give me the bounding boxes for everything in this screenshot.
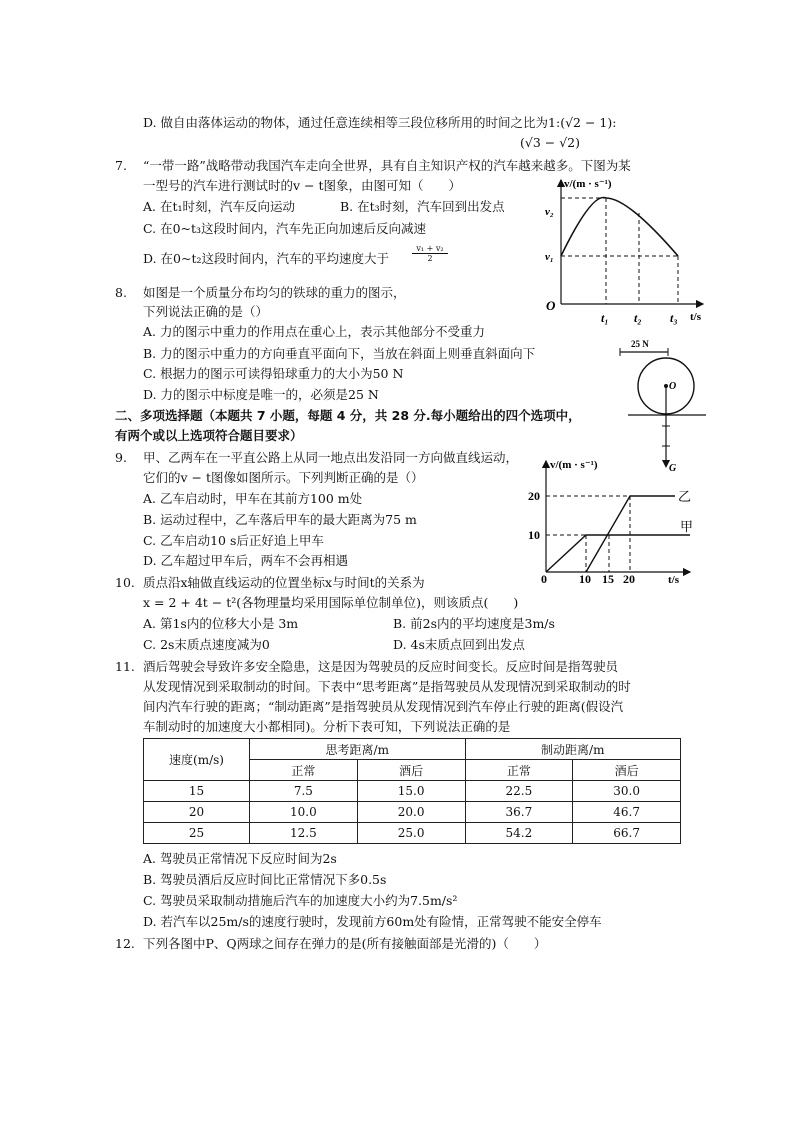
q11-stem-line3: 间内汽车行驶的距离；“制动距离”是指驾驶员从发现情况到汽车停止行驶的距离(假设汽 <box>143 699 624 714</box>
q7-fraction-denominator: 2 <box>427 254 433 263</box>
q11-option-b: B. 驾驶员酒后反应时间比正常情况下多0.5s <box>143 872 387 887</box>
table-cell: 54.2 <box>465 823 573 844</box>
q7-fraction <box>412 244 448 263</box>
q11-option-c: C. 驾驶员采取制动措施后汽车的加速度大小约为7.5m/s² <box>143 893 458 908</box>
table-row <box>144 802 681 823</box>
q11-stem-line2: 从发现情况到采取制动的时间。下表中“思考距离”是指驾驶员从发现情况到采取制动的时 <box>143 679 631 694</box>
q7-fraction-numerator: v₁ + v₂ <box>412 244 448 254</box>
table-cell: 36.7 <box>465 802 573 823</box>
table-cell: 66.7 <box>573 823 681 844</box>
table-cell: 22.5 <box>465 781 573 802</box>
q10-stem-line1: 质点沿x轴做直线运动的位置坐标x与时间t的关系为 <box>143 575 425 590</box>
q7-vt-graph <box>528 172 708 327</box>
q8-option-c: C. 根据力的图示可读得铅球重力的大小为50 N <box>143 366 404 381</box>
q8-stem-line2: 下列说法正确的是（） <box>143 304 269 319</box>
q9-yi-label: 乙 <box>678 489 692 504</box>
q9-option-d: D. 乙车超过甲车后，两车不会再相遇 <box>143 553 349 568</box>
q10-option-c: C. 2s末质点速度减为0 <box>143 637 270 652</box>
q11-subheader-brake-drunk: 酒后 <box>573 760 681 781</box>
q7-v2-label: v₂ <box>545 206 554 218</box>
table-cell: 15 <box>144 781 250 802</box>
q8-scale-label: 25 N <box>631 339 649 349</box>
table-cell: 25.0 <box>357 823 465 844</box>
q7-stem-line2: 一型号的汽车进行测试时的v − t图象，由图可知（ ） <box>143 178 462 193</box>
q9-x10-label: 10 <box>579 572 591 586</box>
table-cell: 25 <box>144 823 250 844</box>
q11-data-table <box>143 738 681 844</box>
q9-x15-label: 15 <box>602 572 614 586</box>
table-row <box>144 781 681 802</box>
q11-number: 11. <box>115 659 135 674</box>
q11-header-speed: 速度(m/s) <box>144 739 250 781</box>
table-cell: 30.0 <box>573 781 681 802</box>
table-cell: 20.0 <box>357 802 465 823</box>
section2-title-line2: 有两个或以上选项符合题目要求） <box>115 428 303 443</box>
q8-center-label: O <box>669 381 677 392</box>
q12-number: 12. <box>115 936 135 951</box>
q7-option-c: C. 在0~t₃这段时间内，汽车先正向加速后反向减速 <box>143 221 427 236</box>
q7-v1-label: v₁ <box>545 251 554 263</box>
q9-stem-line2: 它们的v − t图像如图所示。下列判断正确的是（） <box>143 470 424 485</box>
q6-option-d-line1: D. 做自由落体运动的物体，通过任意连续相等三段位移所用的时间之比为1:(√2 − 1): <box>143 115 617 130</box>
q7-origin: O <box>546 298 556 313</box>
q11-stem-line1: 酒后驾驶会导致许多安全隐患，这是因为驾驶员的反应时间变长。反应时间是指驾驶员 <box>143 659 619 674</box>
q8-stem-line1: 如图是一个质量分布均匀的铁球的重力的图示， <box>143 285 406 300</box>
q9-option-a: A. 乙车启动时，甲车在其前方100 m处 <box>143 491 363 506</box>
q9-x20-label: 20 <box>623 572 635 586</box>
q12-stem-line1: 下列各图中P、Q两球之间存在弹力的是(所有接触面部是光滑的)（ ） <box>143 936 547 951</box>
table-cell: 20 <box>144 802 250 823</box>
q9-option-b: B. 运动过程中，乙车落后甲车的最大距离为75 m <box>143 512 417 527</box>
table-cell: 12.5 <box>250 823 358 844</box>
q11-subheader-think-normal: 正常 <box>250 760 358 781</box>
q7-option-a: A. 在t₁时刻，汽车反向运动 <box>143 199 296 214</box>
q10-number: 10. <box>115 575 135 590</box>
q10-stem-line2: x = 2 + 4t − t²(各物理量均采用国际单位制单位)，则该质点( ) <box>143 595 519 610</box>
q11-subheader-think-drunk: 酒后 <box>357 760 465 781</box>
q11-header-think: 思考距离/m <box>250 739 466 760</box>
q9-line-jia <box>546 535 690 572</box>
q7-option-b: B. 在t₃时刻，汽车回到出发点 <box>340 199 505 214</box>
q8-option-d: D. 力的图示中标度是唯一的，必须是25 N <box>143 387 379 402</box>
q9-vt-graph <box>520 455 705 590</box>
q9-stem-line1: 甲、乙两车在一平直公路上从同一地点出发沿同一方向做直线运动， <box>143 450 519 465</box>
table-cell: 15.0 <box>357 781 465 802</box>
q9-y10-label: 10 <box>528 528 540 542</box>
q9-y20-label: 20 <box>528 489 540 503</box>
q11-header-brake: 制动距离/m <box>465 739 681 760</box>
q9-x0-label: 0 <box>541 572 547 586</box>
q10-option-b: B. 前2s内的平均速度是3m/s <box>393 616 555 631</box>
q9-ylabel: v/(m · s⁻¹) <box>550 459 598 471</box>
q7-option-d: D. 在0~t₂这段时间内，汽车的平均速度大于 <box>143 251 389 266</box>
q10-option-d: D. 4s末质点回到出发点 <box>393 637 525 652</box>
q7-t3-label: t₃ <box>670 311 678 325</box>
q9-option-c: C. 乙车启动10 s后正好追上甲车 <box>143 533 324 548</box>
q11-subheader-brake-normal: 正常 <box>465 760 573 781</box>
q8-option-a: A. 力的图示中重力的作用点在重心上，表示其他部分不受重力 <box>143 324 485 339</box>
q7-xlabel: t/s <box>690 311 701 323</box>
q7-t2-label: t₂ <box>634 311 642 325</box>
q9-number: 9. <box>115 450 127 465</box>
table-cell: 7.5 <box>250 781 358 802</box>
q9-jia-label: 甲 <box>680 519 694 534</box>
q10-option-a: A. 第1s内的位移大小是 3m <box>143 616 299 631</box>
q11-option-a: A. 驾驶员正常情况下反应时间为2s <box>143 851 337 866</box>
q8-number: 8. <box>115 285 127 300</box>
q8-gravity-label: G <box>669 463 677 474</box>
table-cell: 10.0 <box>250 802 358 823</box>
section2-title-line1: 二、多项选择题（本题共 7 小题，每题 4 分，共 28 分.每小题给出的四个选项中， <box>115 408 581 423</box>
q7-t1-label: t₁ <box>601 311 609 325</box>
q7-ylabel: v/(m · s⁻¹) <box>564 178 612 190</box>
q7-number: 7. <box>115 158 127 173</box>
q11-option-d: D. 若汽车以25m/s的速度行驶时，发现前方60m处有险情，正常驾驶不能安全停车 <box>143 914 602 929</box>
q11-stem-line4: 车制动时的加速度大小都相同)。分析下表可知，下列说法正确的是 <box>143 719 511 734</box>
q6-option-d-line2: (√3 − √2) <box>520 135 581 150</box>
q7-curve <box>561 197 678 256</box>
table-row <box>144 823 681 844</box>
q9-xlabel: t/s <box>668 574 679 586</box>
q8-option-b: B. 力的图示中重力的方向垂直平面向下，当放在斜面上则垂直斜面向下 <box>143 346 536 361</box>
q7-stem-line1: “一带一路”战略带动我国汽车走向全世界，具有自主知识产权的汽车越来越多。下图为某 <box>143 158 631 173</box>
table-cell: 46.7 <box>573 802 681 823</box>
